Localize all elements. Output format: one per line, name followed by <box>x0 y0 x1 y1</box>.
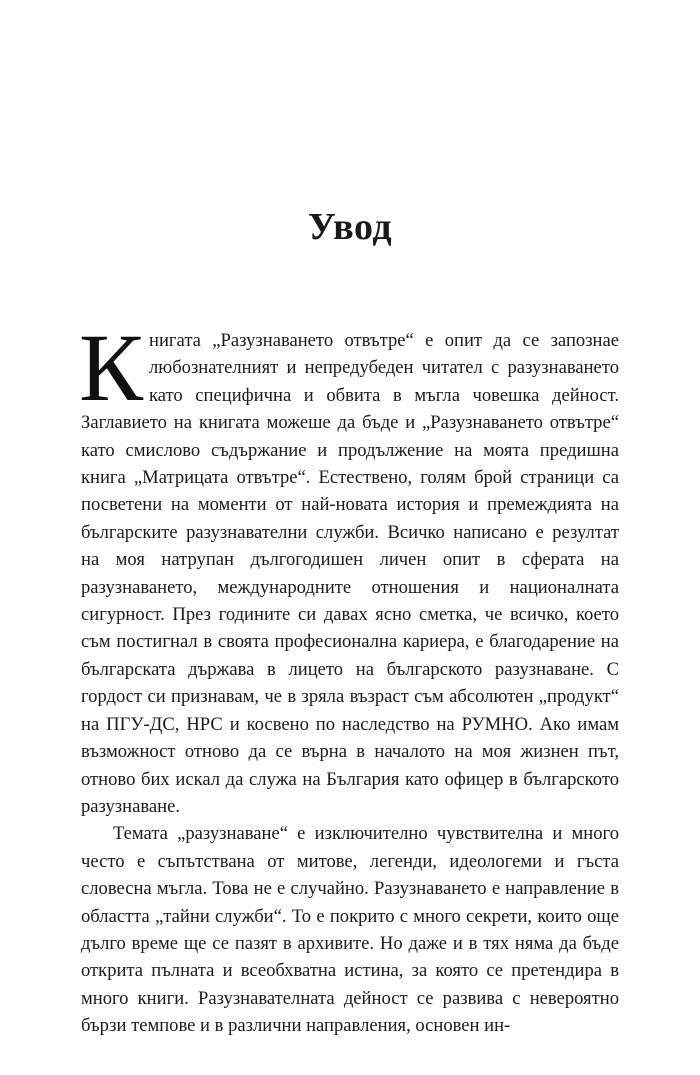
chapter-title: Увод <box>307 206 393 248</box>
paragraph-first <box>79 314 619 820</box>
chapter-body <box>79 314 619 1040</box>
dropcap-letter: К <box>79 314 144 421</box>
paragraph-first-text: нигата „Разузнаването отвътре“ е опит да се запознае любознателният и непредубеден читател с разузнаването като специфична и обвита в мъгла човешка дейност. Заглавието на книгата можеше да бъде и „Разузнаването отвътре“ като смислово съдържание и продължение на моята предишна книга „Матрицата отвътре“. Естествено, голям брой страници са посветени на моменти от най-новата история и премеждията на българските разузнавателни служби. Всичко написано е резултат на моя натрупан дългогодишен личен опит в сферата на разузнаването, международните отношения и националната сигурност. През годините си давах ясно сметка, че всичко, което съм постигнал в своята професионална кариера, е благодарение на българската държава в лицето на българското разузнаване. С гордост си признавам, че в зряла възраст съм абсолютен „продукт“ на ПГУ-ДС, НРС и косвено по наследство на РУМНО. Ако имам възможност отново да се върна в началото на моя жизнен път, отново бих искал да служа на България като офицер в българското разузнаване. <box>81 330 619 817</box>
paragraph-second: Темата „разузнаване“ е изключително чувствителна и много често е съпътствана от митове, легенди, идеологеми и гъста словесна мъгла. Това не е случайно. Разузнаването е направление в областта „тайни служби“. То е покрито с много секрети, които още дълго време ще се пазят в архивите. Но даже и в тях няма да бъде открита пълната и всеобхватна истина, за която се претендира в много книги. Разузнавателната дейност се развива с невероятно бързи темпове и в различни направления, основен ин- <box>81 823 619 1037</box>
